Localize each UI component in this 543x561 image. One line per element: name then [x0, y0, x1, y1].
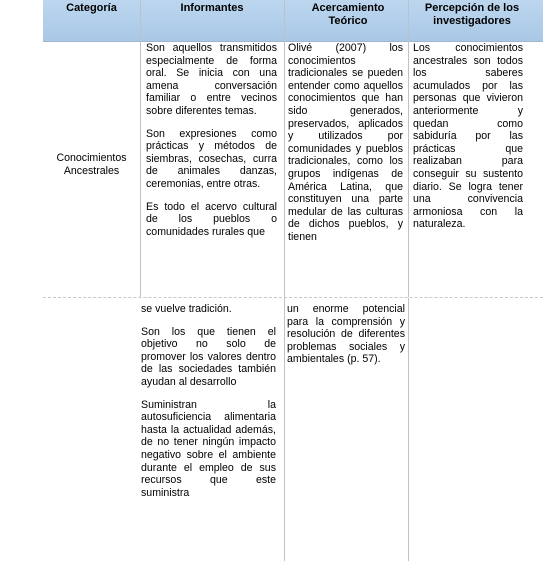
column-divider — [140, 0, 141, 297]
column-divider — [284, 0, 285, 297]
column-divider — [284, 298, 285, 561]
percepcion-cell: Los conocimientos ancestrales son todos los saberes acumulados por las personas que vivieron anteriormente y quedan como sabiduría por las prácticas que realizaban para conseguir su sustento diario. Se logra tener una convivencia armoniosa con la naturaleza. — [413, 42, 523, 231]
header-informantes: Informantes — [180, 2, 244, 14]
page-break-line — [43, 297, 543, 298]
header-percepcion: Percepción de los investigadores — [424, 2, 520, 27]
informantes-paragraph: Son aquellos transmitidos especialmente de forma oral. Se inicia con una amena conversación familiar o entre vecinos sobre diferentes temas. — [146, 42, 277, 117]
category-cell: Conocimientos Ancestrales — [56, 152, 127, 177]
acercamiento-cell-continued: un enorme potencial para la comprensión y resolución de diferentes problemas sociales y ambientales (p. 57). — [287, 303, 405, 366]
column-divider — [408, 298, 409, 561]
acercamiento-cell: Olivé (2007) los conocimientos tradicionales se pueden entender como aquellos conocimientos que han sido generados, preservados, aplicados y utilizados por comunidades y pueblos tradicionales, como los grupos indígenas de América Latina, que constituyen una parte medular de las culturas de dichos pueblos, y tienen — [288, 42, 403, 243]
informantes-cell — [146, 42, 277, 248]
informantes-paragraph: Son los que tienen el objetivo no solo de promover los valores dentro de las sociedades también ayudan al desarrollo — [141, 325, 276, 388]
header-categoria: Categoría — [66, 2, 117, 14]
column-divider — [408, 0, 409, 297]
header-acercamiento: Acercamiento Teórico — [311, 2, 385, 27]
informantes-paragraph: se vuelve tradición. — [141, 303, 232, 315]
informantes-paragraph: Suministran la autosuficiencia alimentaria hasta la actualidad además, de no tener ningún impacto negativo sobre el ambiente durante el empleo de sus recursos que este suministra — [141, 398, 276, 499]
informantes-paragraph: Son expresiones como prácticas y métodos de siembras, cosechas, curra de animales danzas, ceremonias, entre otras. — [146, 127, 277, 190]
informantes-paragraph: Es todo el acervo cultural de los pueblos o comunidades rurales que — [146, 200, 277, 238]
informantes-cell-continued — [141, 303, 276, 509]
